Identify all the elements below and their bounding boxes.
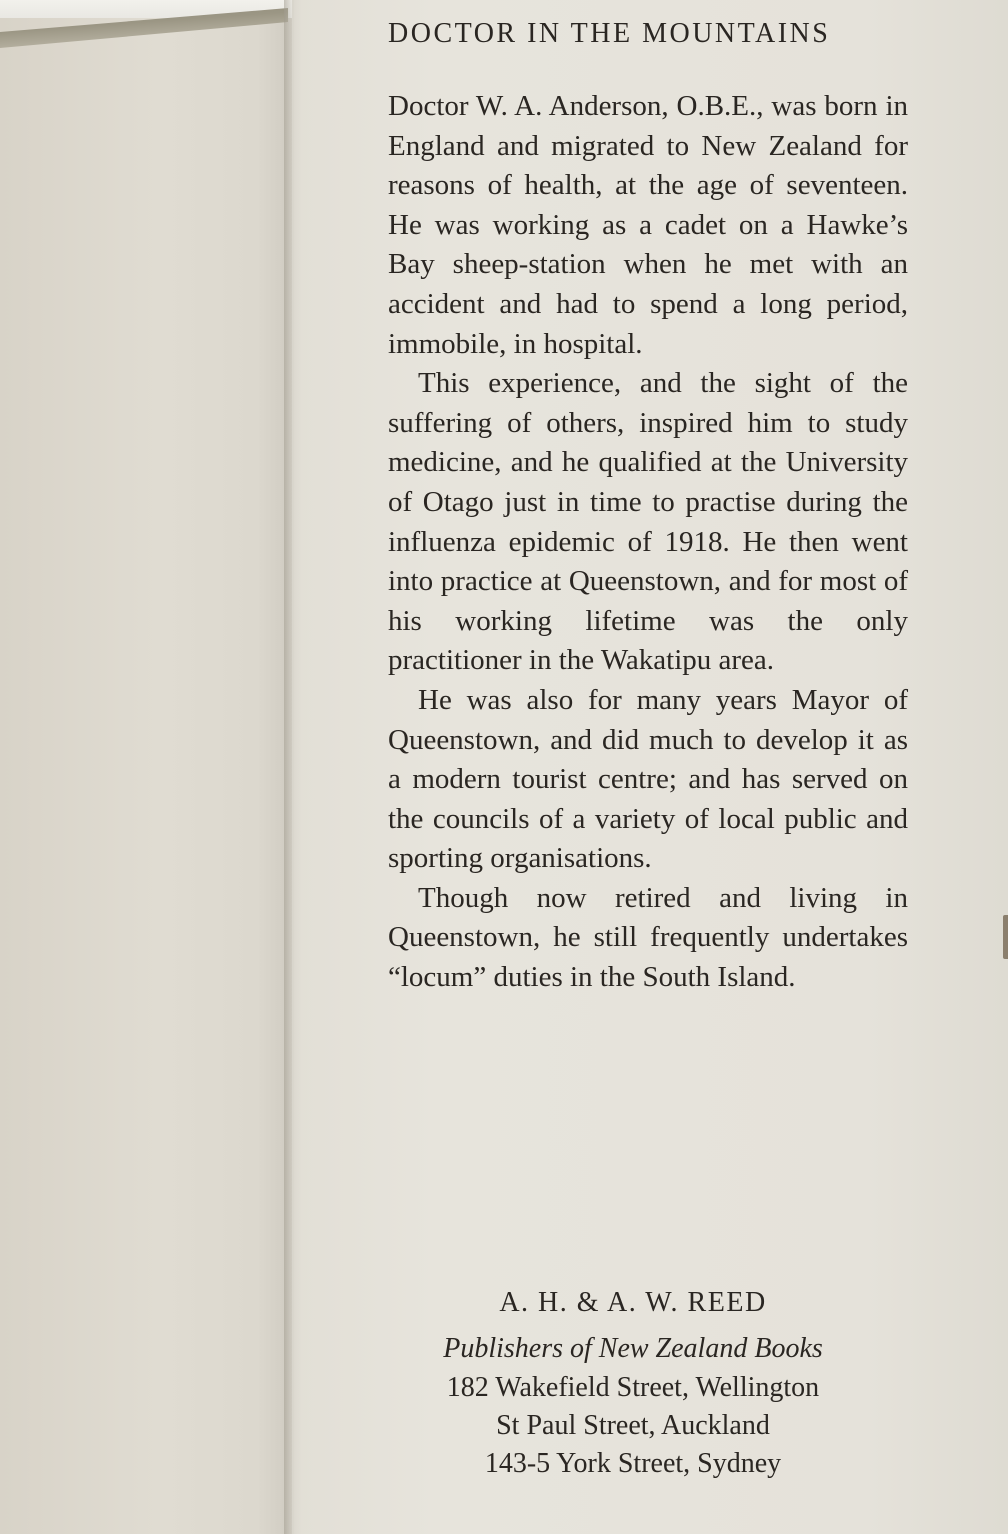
blurb-paragraph-2: This experience, and the sight of the suffering of others, inspired him to study medicine, and he qualified at the University of Otago just in time to practise during the influenza epidemic of 1918. He then went into practice at Queenstown, and for most of his working lifetime was the only practitioner in the Wakatipu area. <box>388 367 908 677</box>
publisher-address-auckland: St Paul Street, Auckland <box>496 1410 770 1441</box>
flap-edge-mark <box>1003 915 1008 959</box>
blurb-paragraph-4: Though now retired and living in Queenstown, he still frequently undertakes “locum” duties in the South Island. <box>388 881 908 994</box>
publisher-name: A. H. & A. W. REED <box>499 1287 767 1318</box>
left-page <box>0 0 292 1534</box>
publisher-tagline: Publishers of New Zealand Books <box>443 1333 823 1364</box>
blurb-paragraph-1: Doctor W. A. Anderson, O.B.E., was born in England and migrated to New Zealand for reasons of health, at the age of seventeen. He was working as a cadet on a Hawke’s Bay sheep-station when he met with an accident and had to spend a long period, immobile, in hospital. <box>388 90 908 360</box>
page-fold-shadow <box>284 0 302 1534</box>
publisher-block <box>388 1283 878 1483</box>
publisher-address-sydney: 143-5 York Street, Sydney <box>484 1448 782 1479</box>
blurb-paragraph-3: He was also for many years Mayor of Queenstown, and did much to develop it as a modern tourist centre; and has served on the councils of a variety of local public and sporting organisations. <box>388 683 908 875</box>
publisher-address-wellington: 182 Wakefield Street, Wellington <box>446 1372 820 1403</box>
flap-blurb <box>388 87 908 998</box>
flap-heading: DOCTOR IN THE MOUNTAINS <box>388 18 831 49</box>
